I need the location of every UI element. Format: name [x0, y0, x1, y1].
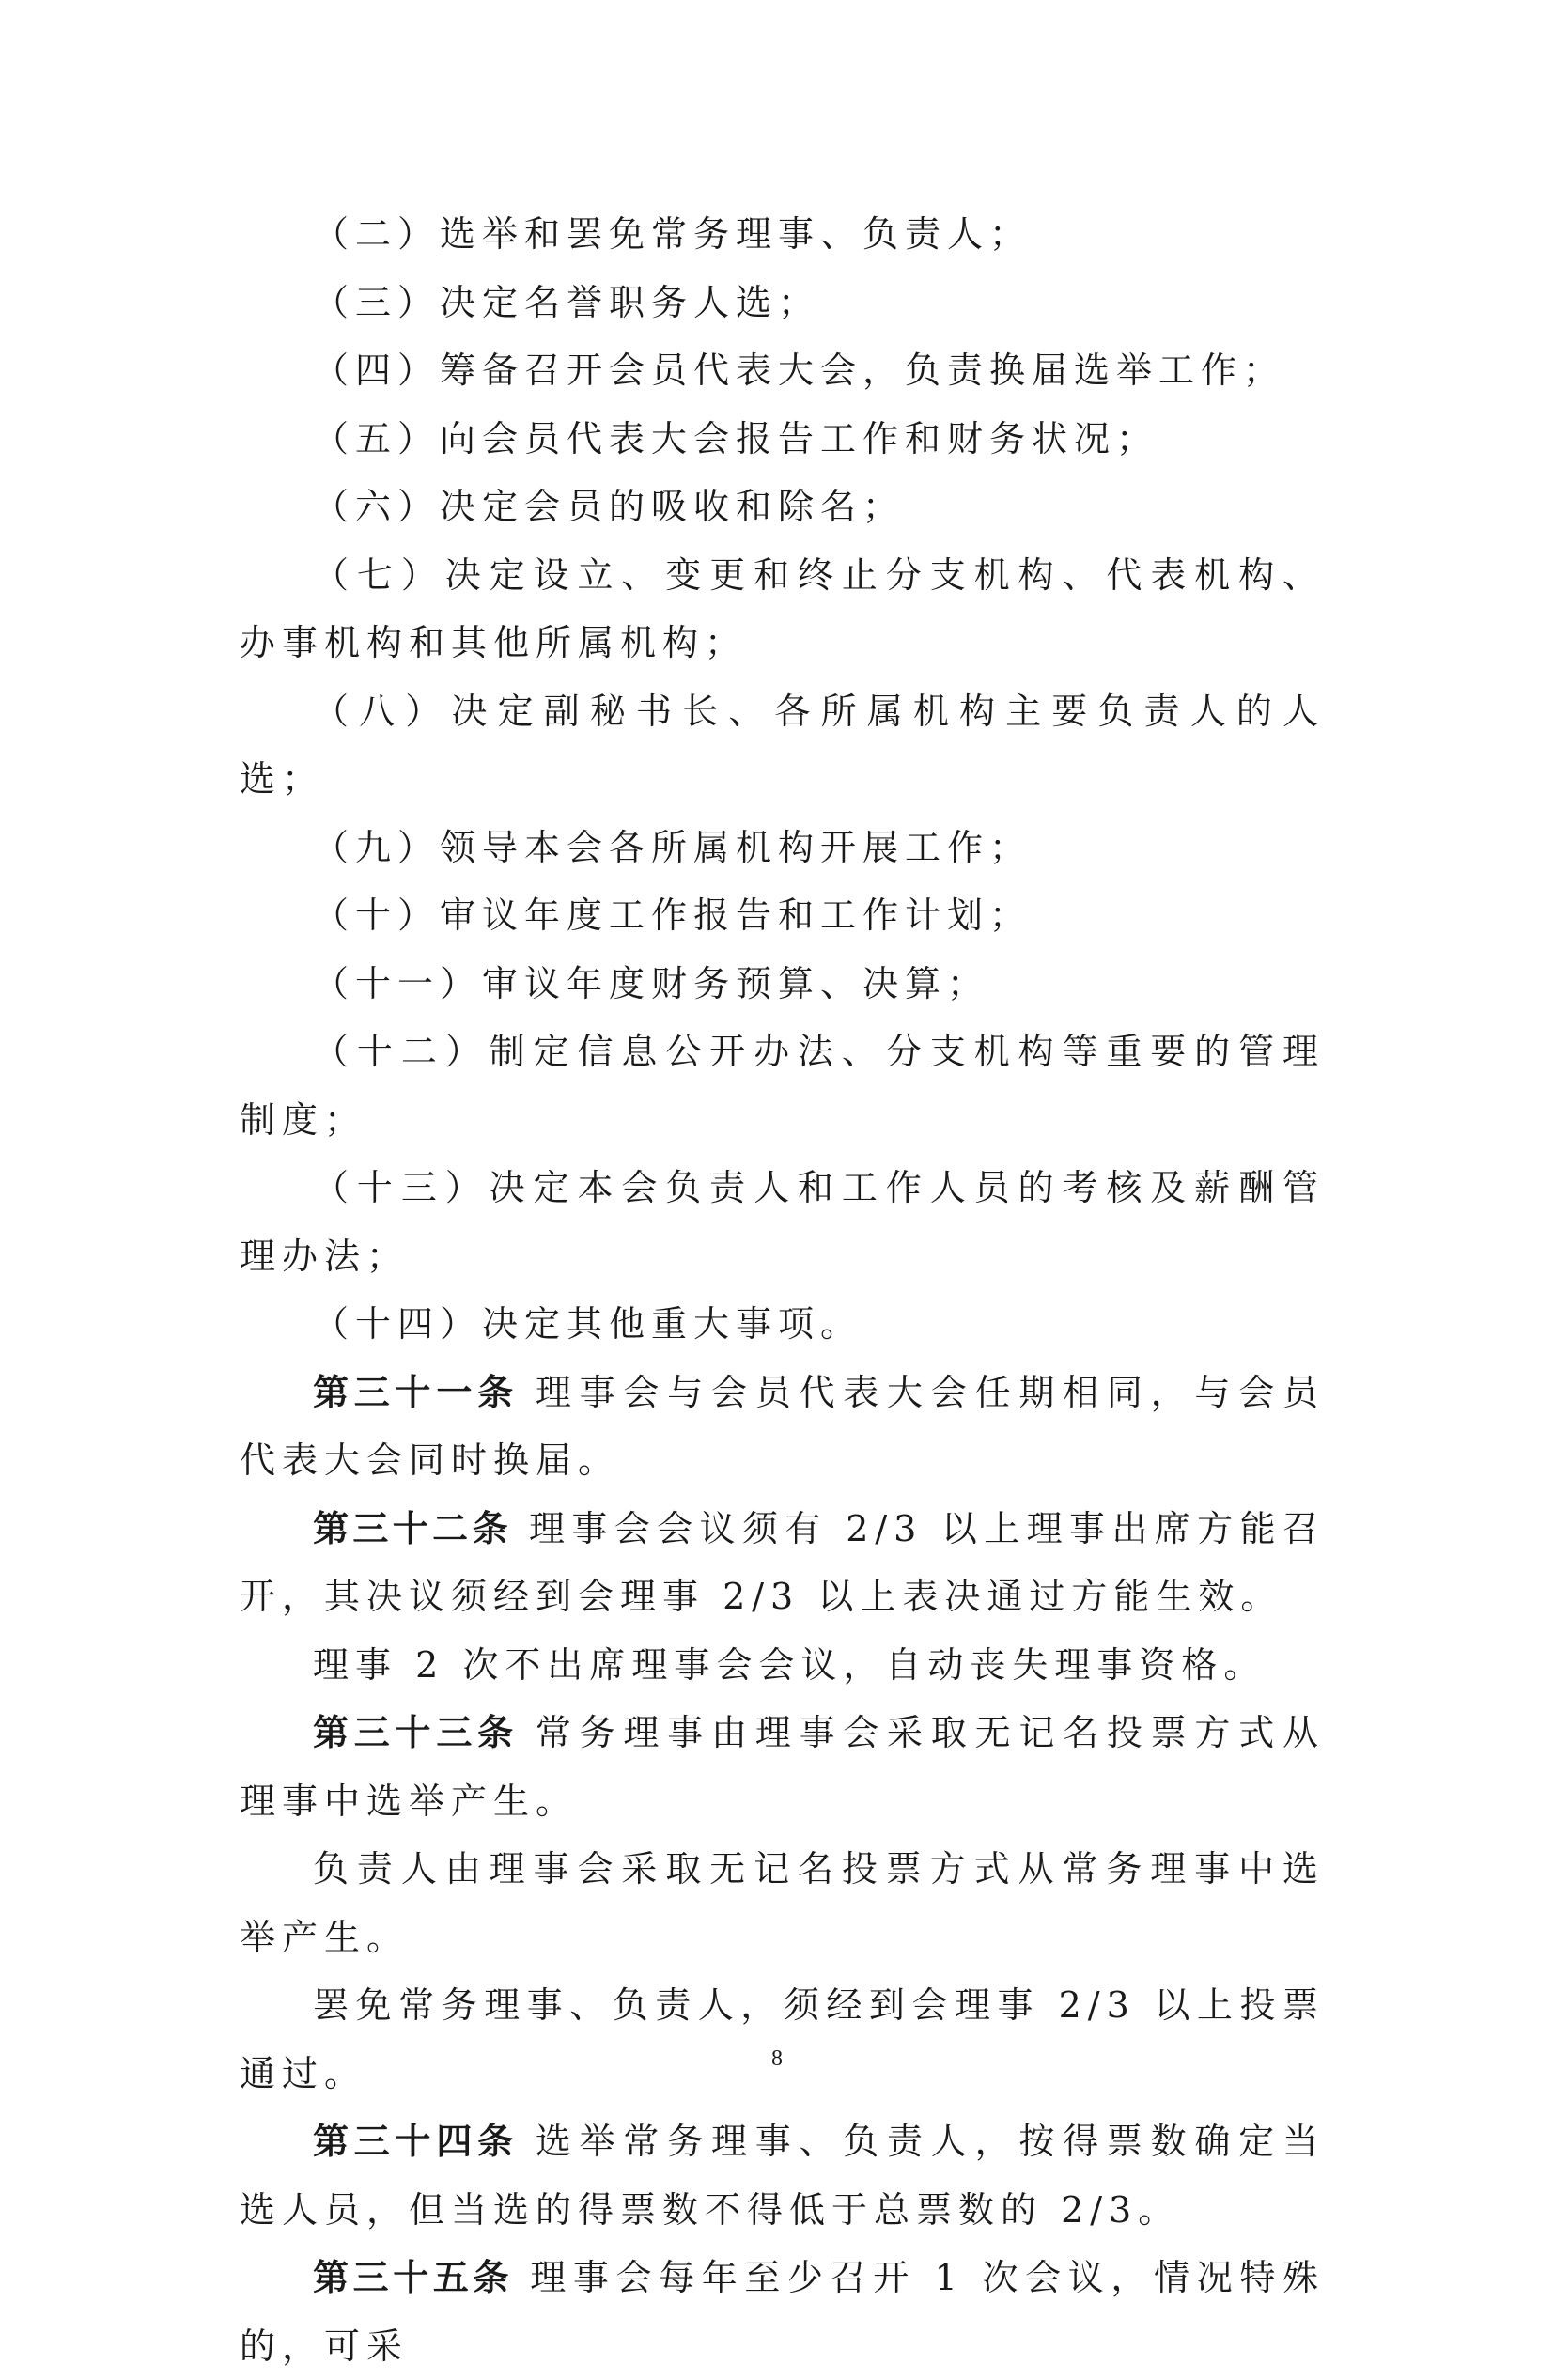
article-text: 理事会会议须有 2/3 以上理事出席方能召开，其决议须经到会理事 2/3 以上表决通过方能生效。	[240, 1507, 1325, 1617]
article-label: 第三十四条	[313, 2121, 519, 2162]
article-text: 理事会与会员代表大会任期相同，与会员代表大会同时换届。	[240, 1371, 1325, 1481]
article-text: 选举常务理事、负责人，按得票数确定当选人员，但当选的得票数不得低于总票数的 2/3。	[240, 2121, 1325, 2231]
list-item: （三）决定名誉职务人选；	[313, 281, 821, 323]
list-item: （四）筹备召开会员代表大会，负责换届选举工作；	[313, 350, 1286, 391]
article-33-paragraph: 负责人由理事会采取无记名投票方式从常务理事中选举产生。	[240, 1848, 1325, 1958]
article-label: 第三十二条	[313, 1507, 512, 1549]
article-text: 理事会每年至少召开 1 次会议，情况特殊的，可采	[240, 2257, 1325, 2367]
list-item: （十一）审议年度财务预算、决算；	[313, 962, 990, 1004]
list-item: （七）决定设立、变更和终止分支机构、代表机构、办事机构和其他所属机构；	[240, 553, 1325, 663]
page-number: 8	[771, 2046, 783, 2071]
article-32	[240, 1495, 1325, 1631]
article-33-paragraph: 罢免常务理事、负责人，须经到会理事 2/3 以上投票通过。	[240, 1984, 1325, 2094]
article-32-paragraph: 理事 2 次不出席理事会会议，自动丧失理事资格。	[313, 1643, 1267, 1686]
article-label: 第三十三条	[313, 1712, 519, 1753]
article-35	[240, 2244, 1325, 2380]
article-label: 第三十五条	[313, 2257, 514, 2298]
list-item: （十）审议年度工作报告和工作计划；	[313, 894, 1033, 936]
list-item: （十三）决定本会负责人和工作人员的考核及薪酬管理办法；	[240, 1167, 1325, 1277]
article-label: 第三十一条	[313, 1371, 519, 1413]
list-item: （十四）决定其他重大事项。	[313, 1303, 863, 1345]
list-item: （八）决定副秘书长、各所属机构主要负责人的人选；	[240, 690, 1325, 800]
list-item: （十二）制定信息公开办法、分支机构等重要的管理制度；	[240, 1031, 1325, 1141]
list-item: （二）选举和罢免常务理事、负责人；	[313, 213, 1033, 255]
article-31	[240, 1359, 1325, 1495]
list-item: （六）决定会员的吸收和除名；	[313, 486, 906, 527]
article-33	[240, 1699, 1325, 1835]
list-item: （九）领导本会各所属机构开展工作；	[313, 826, 1033, 868]
article-text: 常务理事由理事会采取无记名投票方式从理事中选举产生。	[240, 1712, 1325, 1822]
list-item: （五）向会员代表大会报告工作和财务状况；	[313, 417, 1159, 459]
article-34	[240, 2108, 1325, 2244]
